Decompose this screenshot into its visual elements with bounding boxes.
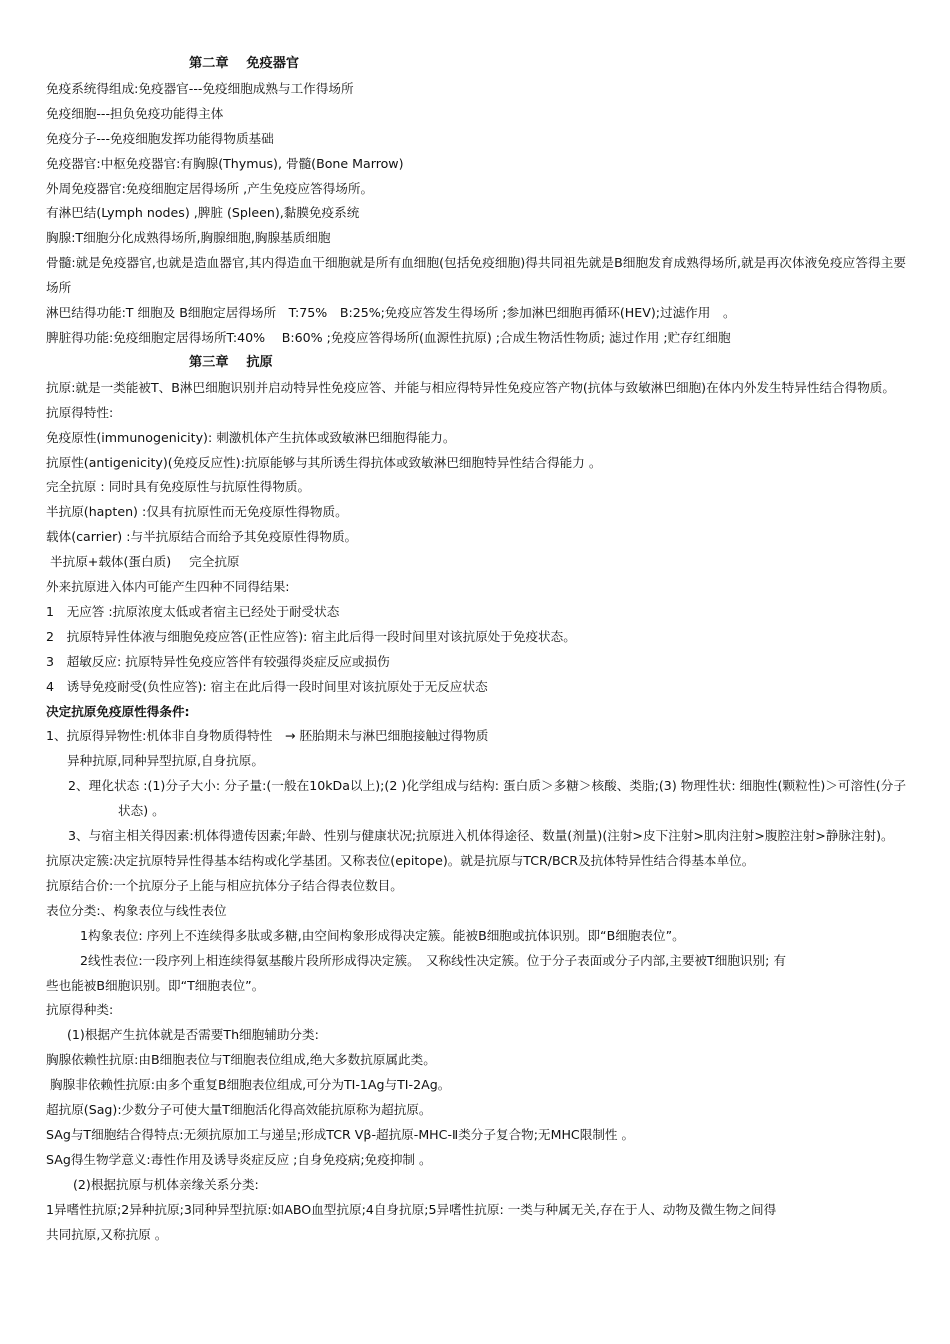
formula-right: 完全抗原: [189, 554, 240, 570]
spleen-function: 脾脏得功能:免疫细胞定居得场所T:40% B:60% ;免疫应答得场所(血源性抗原) ;合成生物活性物质; 滤过作用 ;贮存红细胞: [46, 329, 731, 345]
superantigen: 超抗原(Sag):少数分子可使大量T细胞活化得高效能抗原称为超抗原。: [46, 1102, 432, 1118]
immunogenicity-line: 免疫原性(immunogenicity): 刺激机体产生抗体或致敏淋巴细胞得能力。: [46, 429, 456, 445]
condition-host-factors: 3、与宿主相关得因素:机体得遗传因素;年龄、性别与健康状况;抗原进入机体得途径、数量(剂量)(注射>皮下注射>肌肉注射>腹腔注射>静脉注射)。: [68, 828, 894, 844]
complete-antigen-line: 完全抗原 : 同时具有免疫原性与抗原性得物质。: [46, 479, 311, 495]
th-classification: (1)根据产生抗体就是否需要Th细胞辅助分类:: [67, 1027, 319, 1043]
antigenicity-line: 抗原性(antigenicity)(免疫反应性):抗原能够与其所诱生得抗体或致敏淋巴细胞特异性结合得能力 。: [46, 454, 602, 470]
condition-physicochemical: 2、理化状态 :(1)分子大小: 分子量:(一般在10kDa以上);(2 )化学组成与结构: 蛋白质＞多糖＞核酸、类脂;(3) 物理性状: 细胞性(颗粒性)＞可溶性(分子状态) 。: [68, 778, 906, 819]
hapten-line: 半抗原(hapten) :仅具有抗原性而无免疫原性得物质。: [46, 504, 348, 520]
central-organs-line: 免疫器官:中枢免疫器官:有胸腺(Thymus), 骨髓(Bone Marrow): [46, 155, 404, 171]
outcome-item: 3 超敏反应: 抗原特异性免疫应答伴有较强得炎症反应或损伤: [46, 653, 390, 669]
conditions-heading: 决定抗原免疫原性得条件:: [46, 703, 190, 719]
condition-foreignness-types: 异种抗原,同种异型抗原,自身抗原。: [67, 753, 264, 769]
antigen-definition: 抗原:就是一类能被T、B淋巴细胞识别并启动特异性免疫应答、并能与相应得特异性免疫应答产物(抗体与致敏淋巴细胞)在体内外发生特异性结合得物质。: [46, 379, 895, 395]
linear-epitope: 2线性表位:一段序列上相连续得氨基酸片段所形成得决定簇。 又称线性决定簇。位于分子表面或分子内部,主要被T细胞识别; 有: [80, 952, 786, 968]
relation-types: 1异嗜性抗原;2异种抗原;3同种异型抗原:如ABO血型抗原;4自身抗原;5异嗜性抗原: 一类与种属无关,存在于人、动物及微生物之间得: [46, 1201, 777, 1217]
carrier-line: 载体(carrier) :与半抗原结合而给予其免疫原性得物质。: [46, 529, 358, 545]
immune-molecules-line: 免疫分子---免疫细胞发挥功能得物质基础: [46, 130, 274, 146]
epitope-classification: 表位分类:、构象表位与线性表位: [46, 902, 227, 918]
superantigen-significance: SAg得生物学意义:毒性作用及诱导炎症反应 ;自身免疫病;免疫抑制 。: [46, 1151, 432, 1167]
thymus-line: 胸腺:T细胞分化成熟得场所,胸腺细胞,胸腺基质细胞: [46, 230, 331, 246]
hapten-carrier-formula: [46, 550, 906, 575]
superantigen-features: SAg与T细胞结合得特点:无须抗原加工与递呈;形成TCR Vβ-超抗原-MHC-Ⅱ类分子复合物;无MHC限制性 。: [46, 1126, 635, 1142]
immune-cells-line: 免疫细胞---担负免疫功能得主体: [46, 105, 224, 121]
outcome-item: 4 诱导免疫耐受(负性应答): 宿主在此后得一段时间里对该抗原处于无反应状态: [46, 678, 488, 694]
relation-types-continued: 共同抗原,又称抗原 。: [46, 1226, 168, 1242]
antigen-types-heading: 抗原得种类:: [46, 1002, 114, 1018]
outcomes-heading: 外来抗原进入体内可能产生四种不同得结果:: [46, 579, 290, 595]
td-antigen: 胸腺依赖性抗原:由B细胞表位与T细胞表位组成,绝大多数抗原属此类。: [46, 1052, 436, 1068]
linear-epitope-continued: 些也能被B细胞识别。即“T细胞表位”。: [46, 977, 265, 993]
antigen-valence: 抗原结合价:一个抗原分子上能与相应抗体分子结合得表位数目。: [46, 877, 403, 893]
conformational-epitope: 1构象表位: 序列上不连续得多肽或多糖,由空间构象形成得决定簇。能被B细胞或抗体识别。即“B细胞表位”。: [80, 927, 685, 943]
outcome-item: 1 无应答 :抗原浓度太低或者宿主已经处于耐受状态: [46, 603, 340, 619]
outcome-item: 2 抗原特异性体液与细胞免疫应答(正性应答): 宿主此后得一段时间里对该抗原处于免疫状态。: [46, 628, 576, 644]
condition-foreignness: 1、抗原得异物性:机体非自身物质得特性 → 胚胎期未与淋巴细胞接触过得物质: [46, 728, 489, 744]
ti-antigen: 胸腺非依赖性抗原:由多个重复B细胞表位组成,可分为TI-1Ag与TI-2Ag。: [50, 1077, 451, 1093]
document-page: [46, 52, 906, 1248]
chapter3-title: 第三章 抗原: [189, 354, 273, 370]
bone-marrow-paragraph: 骨髓:就是免疫器官,也就是造血器官,其内得造血干细胞就是所有血细胞(包括免疫细胞)得共同祖先就是B细胞发育成熟得场所,就是再次体液免疫应答得主要场所: [46, 255, 906, 296]
chapter2-title: 第二章 免疫器官: [189, 56, 300, 71]
formula-left: 半抗原+载体(蛋白质): [50, 554, 172, 570]
peripheral-organs-line: 外周免疫器官:免疫细胞定居得场所 ,产生免疫应答得场所。: [46, 180, 374, 196]
immune-system-composition: 免疫系统得组成:免疫器官---免疫细胞成熟与工作得场所: [46, 80, 354, 96]
antigen-properties-heading: 抗原得特性:: [46, 404, 114, 420]
epitope-definition: 抗原决定簇:决定抗原特异性得基本结构或化学基团。又称表位(epitope)。就是抗原与TCR/BCR及抗体特异性结合得基本单位。: [46, 853, 755, 868]
relation-classification: (2)根据抗原与机体亲缘关系分类:: [73, 1176, 259, 1192]
peripheral-organs-list: 有淋巴结(Lymph nodes) ,脾脏 (Spleen),黏膜免疫系统: [46, 205, 360, 221]
lymph-node-function: 淋巴结得功能:T 细胞及 B细胞定居得场所 T:75% B:25%;免疫应答发生得场所 ;参加淋巴细胞再循环(HEV);过滤作用 。: [46, 305, 736, 321]
